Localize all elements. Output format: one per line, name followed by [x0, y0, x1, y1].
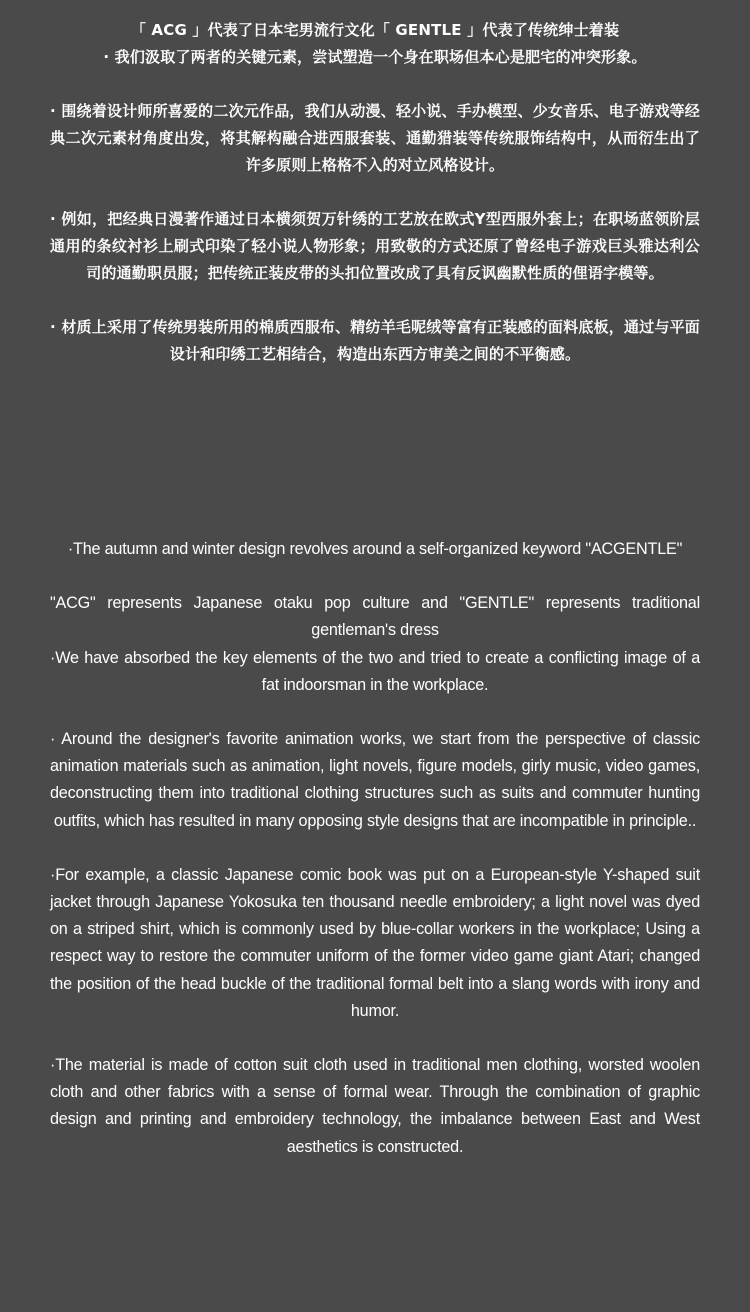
chinese-intro	[50, 17, 700, 71]
chinese-paragraph-motifs: · 围绕着设计师所喜爱的二次元作品，我们从动漫、轻小说、手办模型、少女音乐、电子游戏等经典二次元素材角度出发，将其解构融合进西服套装、通勤猎装等传统服饰结构中，从而衍生出了许多原则上格格不入的对立风格设计。	[50, 102, 700, 174]
english-text-section	[50, 536, 700, 1188]
chinese-intro-line-1: 「 ACG 」代表了日本宅男流行文化「 GENTLE 」代表了传统绅士着装	[130, 21, 620, 39]
english-paragraph-materials: ·The material is made of cotton suit cloth used in traditional men clothing, worsted woolen cloth and other fabrics with a sense of formal wear. Through the combination of graphic design and printing and embroidery technology, the imbalance between East and West aesthetics is constructed.	[50, 1056, 700, 1156]
english-acg-line-1: "ACG" represents Japanese otaku pop culture and "GENTLE" represents traditional gentleman's dress	[50, 594, 700, 640]
chinese-text-section	[50, 17, 700, 395]
chinese-paragraph-materials: · 材质上采用了传统男装所用的棉质西服布、精纺羊毛呢绒等富有正装感的面料底板，通过与平面设计和印绣工艺相结合，构造出东西方审美之间的不平衡感。	[50, 318, 700, 363]
english-paragraph-motifs: · Around the designer's favorite animation works, we start from the perspective of classic animation materials such as animation, light novels, figure models, girly music, video games, deconstructing them into traditional clothing structures such as suits and commuter hunting outfits, which has resulted in many opposing style designs that are incompatible in principle..	[50, 730, 700, 830]
english-acg-line-2: ·We have absorbed the key elements of the two and tried to create a conflicting image of a fat indoorsman in the workplace.	[50, 648, 700, 694]
english-paragraph-examples: ·For example, a classic Japanese comic book was put on a European-style Y-shaped suit jacket through Japanese Yokosuka ten thousand needle embroidery; a light novel was dyed on a striped shirt, which is commonly used by blue-collar workers in the workplace; Using a respect way to restore the commuter uniform of the former video game giant Atari; changed the position of the head buckle of the traditional formal belt into a slang words with irony and humor.	[50, 865, 700, 1020]
english-intro: ·The autumn and winter design revolves around a self-organized keyword "ACGENTLE"	[67, 540, 683, 558]
english-acg-definition	[50, 590, 700, 699]
chinese-paragraph-examples: · 例如，把经典日漫著作通过日本横须贺万针绣的工艺放在欧式Y型西服外套上；在职场蓝领阶层通用的条纹衬衫上刷式印染了轻小说人物形象；用致敬的方式还原了曾经电子游戏巨头雅达利公司的通勤职员服；把传统正装皮带的头扣位置改成了具有反讽幽默性质的俚语字模等。	[50, 210, 700, 282]
chinese-intro-line-2: · 我们汲取了两者的关键元素，尝试塑造一个身在职场但本心是肥宅的冲突形象。	[103, 48, 647, 66]
